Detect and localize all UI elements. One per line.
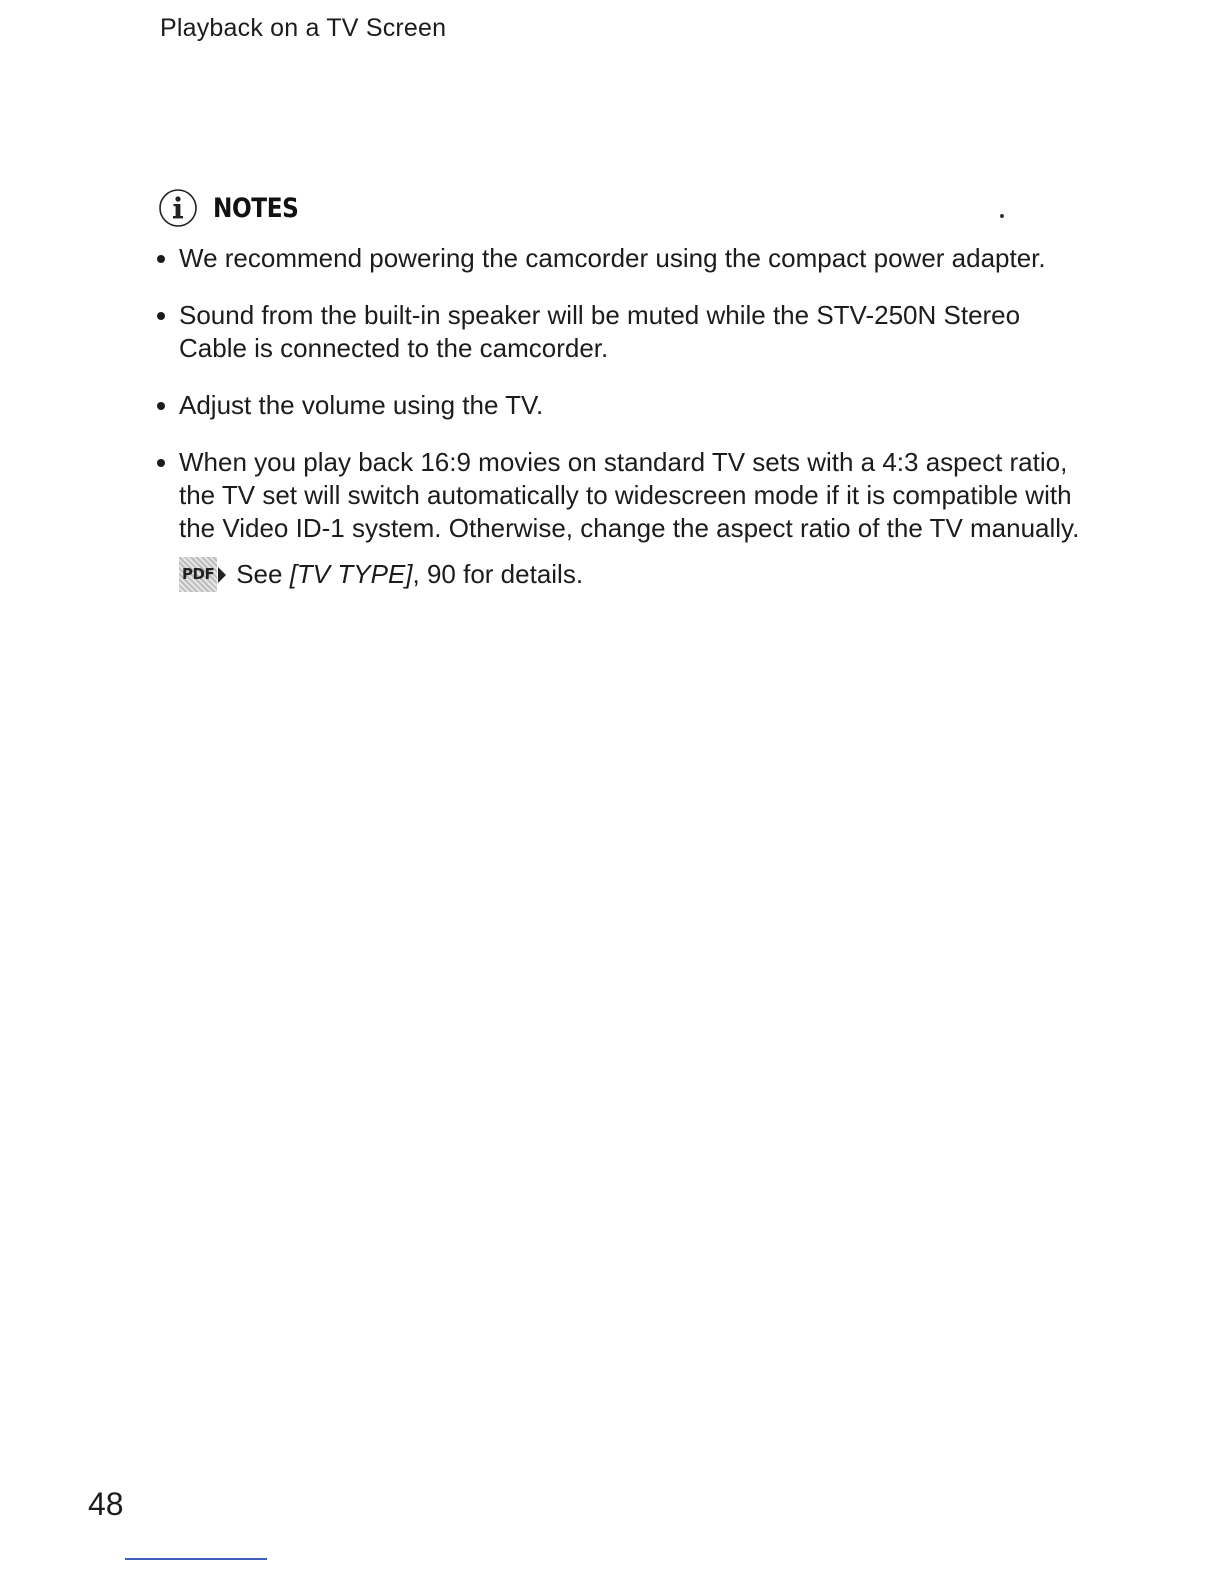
note-item <box>155 446 1095 545</box>
pdf-icon-label: PDF <box>179 557 217 592</box>
note-item <box>155 389 1095 422</box>
pdf-reference <box>155 557 1095 592</box>
notes-list <box>155 242 1095 592</box>
pdf-reference-suffix: , 90 for details. <box>412 559 584 589</box>
note-item <box>155 299 1095 365</box>
notes-heading <box>157 187 312 229</box>
bullet-icon <box>157 402 165 410</box>
notes-title: NOTES <box>213 192 299 224</box>
running-header: Playback on a TV Screen <box>160 14 447 42</box>
note-text: Sound from the built-in speaker will be muted while the STV-250N Stereo Cable is connected to the camcorder. <box>179 300 1021 363</box>
info-icon <box>157 187 199 229</box>
note-item <box>155 242 1095 275</box>
note-text: We recommend powering the camcorder using the compact power adapter. <box>179 243 1046 273</box>
pdf-reference-prefix: See <box>236 559 283 589</box>
bullet-icon <box>157 459 165 467</box>
bullet-icon <box>157 255 165 263</box>
note-text: Adjust the volume using the TV. <box>179 390 544 420</box>
bullet-icon <box>157 312 165 320</box>
page-number: 48 <box>88 1486 124 1522</box>
pdf-arrow-icon <box>218 567 226 583</box>
note-text: When you play back 16:9 movies on standard TV sets with a 4:3 aspect ratio, the TV set will switch automatically to widescreen mode if it is compatible with the Video ID-1 system. Otherwise, change the aspect ratio of the TV manually. <box>179 447 1080 543</box>
stray-dot <box>1000 214 1004 218</box>
footer-line <box>125 1558 267 1560</box>
pdf-icon <box>179 557 226 592</box>
pdf-reference-link[interactable]: [TV TYPE] <box>289 559 413 589</box>
